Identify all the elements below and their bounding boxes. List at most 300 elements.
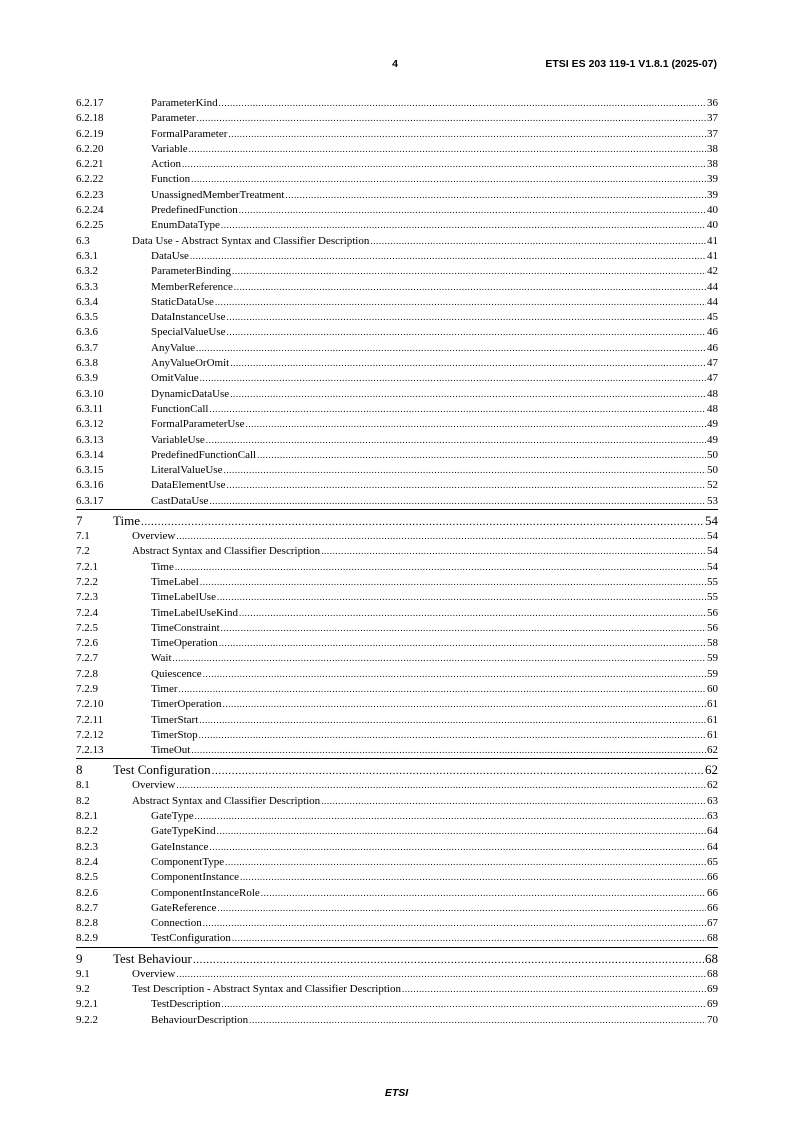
toc-entry-number: 8.1 [76, 779, 90, 792]
toc-entry-title[interactable]: Overview [132, 967, 176, 980]
toc-entry-page: 60 [707, 682, 718, 695]
toc-entry[interactable] [76, 544, 718, 559]
toc-entry-page: 62 [705, 762, 718, 778]
toc-entry[interactable] [76, 96, 718, 111]
toc-entry[interactable] [76, 951, 718, 967]
toc-entry-page: 46 [707, 341, 718, 354]
toc-entry-number: 7.2.12 [76, 728, 104, 741]
toc-dot-leader [227, 478, 706, 493]
toc-entry-title[interactable]: ParameterBinding [151, 265, 232, 278]
toc-entry[interactable] [76, 494, 718, 510]
toc-entry[interactable] [76, 310, 718, 325]
toc-entry-number: 6.2.22 [76, 173, 104, 186]
toc-entry-title[interactable]: FormalParameterUse [151, 418, 245, 431]
toc-entry[interactable] [76, 417, 718, 432]
toc-dot-leader [182, 157, 706, 172]
toc-dot-leader [189, 142, 706, 157]
toc-entry[interactable] [76, 651, 718, 666]
toc-entry[interactable] [76, 997, 718, 1012]
toc-entry[interactable] [76, 606, 718, 621]
toc-dot-leader [232, 931, 706, 946]
toc-entry-page: 44 [707, 295, 718, 308]
toc-entry-number: 6.2.19 [76, 127, 104, 140]
toc-entry-page: 52 [707, 479, 718, 492]
toc-entry[interactable] [76, 682, 718, 697]
toc-entry[interactable] [76, 249, 718, 264]
toc-entry-number: 7 [76, 513, 83, 529]
toc-dot-leader [217, 901, 706, 916]
toc-dot-leader [230, 387, 706, 402]
toc-entry[interactable] [76, 967, 718, 982]
toc-entry[interactable] [76, 743, 718, 759]
toc-entry[interactable] [76, 667, 718, 682]
toc-dot-leader [176, 967, 706, 982]
toc-entry[interactable] [76, 1013, 718, 1028]
toc-entry[interactable] [76, 188, 718, 203]
toc-entry-page: 63 [707, 810, 718, 823]
toc-dot-leader [193, 951, 704, 968]
toc-dot-leader [370, 234, 706, 249]
toc-entry-page: 54 [707, 530, 718, 543]
toc-entry[interactable] [76, 356, 718, 371]
toc-entry[interactable] [76, 762, 718, 778]
toc-entry[interactable] [76, 371, 718, 386]
toc-entry-page: 39 [707, 173, 718, 186]
toc-entry-number: 7.2.1 [76, 560, 98, 573]
toc-entry-number: 6.3.13 [76, 433, 104, 446]
toc-entry-page: 68 [705, 950, 718, 966]
toc-entry-page: 56 [707, 621, 718, 634]
toc-entry-title[interactable]: FunctionCall [151, 402, 209, 415]
toc-entry-title[interactable]: StaticDataUse [151, 295, 214, 308]
toc-entry[interactable] [76, 778, 718, 793]
toc-entry-number: 6.3.5 [76, 311, 98, 324]
toc-entry-title[interactable]: GateTypeKind [151, 825, 216, 838]
toc-entry[interactable] [76, 157, 718, 172]
toc-entry-page: 49 [707, 418, 718, 431]
toc-entry-number: 7.2 [76, 545, 90, 558]
toc-entry-title[interactable]: UnassignedMemberTreatment [151, 188, 285, 201]
toc-dot-leader [200, 575, 706, 590]
toc-entry-title[interactable]: DataInstanceUse [151, 311, 226, 324]
toc-entry-page: 42 [707, 265, 718, 278]
toc-entry-title[interactable]: MemberReference [151, 280, 233, 293]
toc-entry-title[interactable]: TimeOut [151, 744, 191, 757]
toc-entry-title[interactable]: GateType [151, 810, 194, 823]
toc-entry[interactable] [76, 325, 718, 340]
toc-entry-page: 54 [707, 560, 718, 573]
toc-entry-page: 38 [707, 142, 718, 155]
toc-entry-title[interactable]: Variable [151, 142, 188, 155]
toc-entry[interactable] [76, 794, 718, 809]
toc-entry-title[interactable]: Abstract Syntax and Classifier Description [132, 794, 321, 807]
toc-dot-leader [221, 218, 706, 233]
toc-entry-title[interactable]: Abstract Syntax and Classifier Description [132, 545, 321, 558]
toc-dot-leader [249, 1013, 706, 1028]
toc-dot-leader [212, 762, 704, 779]
toc-dot-leader [196, 341, 706, 356]
toc-entry-title[interactable]: TestDescription [151, 998, 221, 1011]
toc-entry-title[interactable]: Overview [132, 779, 176, 792]
toc-entry-number: 9.2.2 [76, 1013, 98, 1026]
toc-dot-leader [176, 778, 706, 793]
toc-dot-leader [222, 997, 707, 1012]
toc-entry-number: 7.2.8 [76, 667, 98, 680]
toc-entry-title[interactable]: TimerStop [151, 728, 198, 741]
toc-entry-page: 64 [707, 825, 718, 838]
toc-entry-title[interactable]: AnyValueOrOmit [151, 357, 230, 370]
toc-entry-title[interactable]: ComponentInstance [151, 871, 239, 884]
toc-entry-page: 63 [707, 794, 718, 807]
toc-entry-page: 48 [707, 402, 718, 415]
toc-entry-title[interactable]: DataElementUse [151, 479, 226, 492]
toc-entry-title[interactable]: DynamicDataUse [151, 387, 230, 400]
toc-entry-title[interactable]: PredefinedFunctionCall [151, 448, 257, 461]
toc-entry[interactable] [76, 931, 718, 947]
toc-entry-title[interactable]: CastDataUse [151, 494, 209, 507]
toc-dot-leader [195, 809, 706, 824]
toc-dot-leader [199, 728, 706, 743]
toc-dot-leader [257, 448, 706, 463]
toc-entry-number: 7.2.9 [76, 682, 98, 695]
toc-entry-title[interactable]: BehaviourDescription [151, 1013, 249, 1026]
toc-entry-number: 6.3.7 [76, 341, 98, 354]
toc-entry-number: 9.2 [76, 983, 90, 996]
toc-entry-title[interactable]: ParameterKind [151, 97, 218, 109]
toc-dot-leader [141, 513, 704, 530]
toc-entry-title[interactable]: Test Configuration [113, 762, 211, 778]
toc-entry[interactable] [76, 127, 718, 142]
toc-entry[interactable] [76, 172, 718, 187]
toc-entry-number: 6.3.10 [76, 387, 104, 400]
toc-entry-title[interactable]: Quiescence [151, 667, 202, 680]
toc-entry-page: 50 [707, 464, 718, 477]
toc-dot-leader [230, 356, 706, 371]
toc-entry[interactable] [76, 575, 718, 590]
toc-entry-title[interactable]: EnumDataType [151, 219, 220, 232]
toc-dot-leader [200, 371, 706, 386]
toc-entry-page: 69 [707, 983, 718, 996]
toc-entry-page: 49 [707, 433, 718, 446]
toc-entry-number: 8.2.9 [76, 932, 98, 945]
toc-entry-number: 8.2.1 [76, 810, 98, 823]
toc-entry[interactable] [76, 982, 718, 997]
toc-entry-number: 6.3.15 [76, 464, 104, 477]
toc-entry-page: 41 [707, 234, 718, 247]
toc-entry-number: 8.2.4 [76, 855, 98, 868]
toc-entry-number: 6.3.3 [76, 280, 98, 293]
toc-entry[interactable] [76, 513, 718, 529]
toc-entry[interactable] [76, 402, 718, 417]
toc-entry-page: 59 [707, 667, 718, 680]
toc-entry[interactable] [76, 341, 718, 356]
toc-entry-page: 70 [707, 1013, 718, 1026]
toc-entry[interactable] [76, 463, 718, 478]
toc-dot-leader [217, 590, 706, 605]
toc-entry-number: 7.2.5 [76, 621, 98, 634]
toc-entry-page: 36 [707, 97, 718, 109]
toc-entry-page: 40 [707, 219, 718, 232]
toc-entry-number: 8.2.7 [76, 901, 98, 914]
toc-entry-page: 40 [707, 204, 718, 217]
toc-dot-leader [219, 636, 706, 651]
toc-entry-page: 61 [707, 698, 718, 711]
toc-entry-page: 61 [707, 713, 718, 726]
toc-entry-title[interactable]: TimerOperation [151, 698, 222, 711]
toc-dot-leader [191, 172, 706, 187]
toc-entry-number: 7.1 [76, 530, 90, 543]
toc-entry-title[interactable]: TimeConstraint [151, 621, 220, 634]
toc-dot-leader [227, 325, 706, 340]
toc-entry-page: 68 [707, 932, 718, 945]
toc-entry[interactable] [76, 697, 718, 712]
toc-dot-leader [209, 494, 706, 509]
footer-etsi-brand: ETSI [384, 1087, 409, 1099]
toc-entry[interactable] [76, 529, 718, 544]
toc-entry-title[interactable]: Test Behaviour [113, 950, 192, 966]
toc-entry-page: 66 [707, 886, 718, 899]
toc-entry[interactable] [76, 916, 718, 931]
toc-dot-leader [209, 840, 706, 855]
toc-entry-title[interactable]: Connection [151, 917, 202, 930]
toc-entry[interactable] [76, 264, 718, 279]
toc-entry-title[interactable]: SpecialValueUse [151, 326, 226, 339]
toc-entry[interactable] [76, 280, 718, 295]
toc-entry-page: 50 [707, 448, 718, 461]
toc-entry-title[interactable]: AnyValue [151, 341, 195, 354]
toc-entry-page: 68 [707, 967, 718, 980]
toc-entry[interactable] [76, 203, 718, 218]
toc-dot-leader [199, 713, 706, 728]
toc-dot-leader [175, 560, 706, 575]
toc-entry-title[interactable]: ComponentInstanceRole [151, 886, 260, 899]
toc-dot-leader [215, 295, 706, 310]
toc-entry-number: 7.2.4 [76, 606, 98, 619]
toc-entry-number: 6.2.18 [76, 112, 104, 125]
toc-dot-leader [191, 743, 706, 758]
toc-entry-page: 39 [707, 188, 718, 201]
toc-dot-leader [209, 402, 706, 417]
toc-entry-number: 7.2.6 [76, 637, 98, 650]
toc-entry[interactable] [76, 218, 718, 233]
toc-entry-title[interactable]: ComponentType [151, 855, 225, 868]
toc-entry-page: 64 [707, 840, 718, 853]
toc-entry-title[interactable]: FormalParameter [151, 127, 228, 140]
toc-entry-title[interactable]: TimeOperation [151, 637, 218, 650]
toc-entry-title[interactable]: Action [151, 158, 181, 171]
toc-entry-title[interactable]: DataUse [151, 249, 189, 262]
toc-entry-title[interactable]: VariableUse [151, 433, 205, 446]
toc-entry-page: 54 [705, 513, 718, 529]
toc-entry-number: 6.3.11 [76, 402, 104, 415]
toc-entry[interactable] [76, 621, 718, 636]
toc-entry-page: 48 [707, 387, 718, 400]
toc-dot-leader [402, 982, 706, 997]
toc-entry-title[interactable]: TimerStart [151, 713, 199, 726]
toc-entry-number: 6.3 [76, 234, 90, 247]
toc-entry-number: 6.3.8 [76, 357, 98, 370]
toc-entry-page: 37 [707, 112, 718, 125]
toc-entry-page: 66 [707, 901, 718, 914]
toc-entry-number: 6.2.21 [76, 158, 104, 171]
toc-entry[interactable] [76, 448, 718, 463]
toc-entry-number: 6.3.9 [76, 372, 98, 385]
toc-entry-title[interactable]: Wait [151, 652, 172, 665]
toc-entry[interactable] [76, 636, 718, 651]
toc-entry-number: 6.3.1 [76, 249, 98, 262]
toc-entry-title[interactable]: OmitValue [151, 372, 199, 385]
toc-dot-leader [222, 697, 706, 712]
toc-dot-leader [240, 870, 706, 885]
toc-entry-page: 67 [707, 917, 718, 930]
toc-dot-leader [228, 127, 706, 142]
toc-dot-leader [239, 606, 706, 621]
toc-entry-page: 38 [707, 158, 718, 171]
toc-entry-page: 66 [707, 871, 718, 884]
toc-entry-title[interactable]: Overview [132, 530, 176, 543]
toc-entry-number: 6.2.17 [76, 97, 104, 109]
toc-entry-page: 65 [707, 855, 718, 868]
toc-entry-number: 6.2.20 [76, 142, 104, 155]
toc-entry-page: 37 [707, 127, 718, 140]
toc-entry[interactable] [76, 478, 718, 493]
toc-dot-leader [173, 651, 707, 666]
toc-dot-leader [176, 529, 706, 544]
toc-dot-leader [190, 249, 706, 264]
toc-dot-leader [221, 621, 706, 636]
toc-entry-title[interactable]: Parameter [151, 112, 196, 125]
toc-entry-title[interactable]: PredefinedFunction [151, 204, 238, 217]
toc-entry-page: 55 [707, 591, 718, 604]
toc-entry[interactable] [76, 387, 718, 402]
toc-dot-leader [234, 280, 706, 295]
toc-entry-number: 8.2.5 [76, 871, 98, 884]
toc-entry-title[interactable]: GateReference [151, 901, 217, 914]
toc-entry-page: 54 [707, 545, 718, 558]
toc-dot-leader [203, 667, 706, 682]
toc-entry[interactable] [76, 840, 718, 855]
toc-entry-number: 6.2.25 [76, 219, 104, 232]
toc-entry-number: 7.2.2 [76, 575, 98, 588]
toc-dot-leader [285, 188, 706, 203]
toc-entry[interactable] [76, 809, 718, 824]
toc-dot-leader [321, 544, 706, 559]
toc-entry-number: 7.2.7 [76, 652, 98, 665]
toc-entry-title[interactable]: TimeLabelUseKind [151, 606, 238, 619]
toc-entry[interactable] [76, 824, 718, 839]
toc-dot-leader [225, 855, 706, 870]
toc-entry-page: 53 [707, 494, 718, 507]
toc-entry-title[interactable]: Test Description - Abstract Syntax and Classifier Description [132, 983, 401, 996]
toc-entry-page: 59 [707, 652, 718, 665]
toc-entry-number: 6.3.17 [76, 494, 104, 507]
toc-entry-page: 55 [707, 575, 718, 588]
toc-entry-number: 6.3.4 [76, 295, 98, 308]
toc-entry-page: 45 [707, 311, 718, 324]
toc-entry-page: 41 [707, 249, 718, 262]
toc-entry[interactable] [76, 142, 718, 157]
toc-entry-page: 62 [707, 744, 718, 757]
toc-entry-number: 8.2.6 [76, 886, 98, 899]
toc-entry-title[interactable]: LiteralValueUse [151, 464, 223, 477]
toc-entry-page: 46 [707, 326, 718, 339]
toc-dot-leader [203, 916, 706, 931]
toc-entry-title[interactable]: TimeLabelUse [151, 591, 216, 604]
toc-entry[interactable] [76, 855, 718, 870]
toc-entry-page: 47 [707, 372, 718, 385]
toc-entry-page: 62 [707, 779, 718, 792]
toc-entry-number: 9.1 [76, 967, 90, 980]
toc-entry-number: 6.3.2 [76, 265, 98, 278]
toc-entry-number: 7.2.11 [76, 713, 104, 726]
toc-entry-number: 6.3.16 [76, 479, 104, 492]
toc-entry-title[interactable]: TestConfiguration [151, 932, 231, 945]
toc-dot-leader [179, 682, 707, 697]
toc-entry-title[interactable]: Time [151, 560, 174, 573]
toc-entry-number: 8.2.8 [76, 917, 98, 930]
toc-entry-title[interactable]: Timer [151, 682, 178, 695]
toc-entry-page: 58 [707, 637, 718, 650]
toc-entry-number: 9 [76, 950, 83, 966]
toc-dot-leader [232, 264, 706, 279]
toc-entry-number: 8.2.2 [76, 825, 98, 838]
toc-entry-title[interactable]: TimeLabel [151, 575, 199, 588]
toc-entry[interactable] [76, 713, 718, 728]
toc-entry-page: 56 [707, 606, 718, 619]
page-number: 4 [392, 58, 398, 70]
toc-dot-leader [223, 463, 706, 478]
toc-entry-title[interactable]: GateInstance [151, 840, 209, 853]
toc-entry-number: 6.2.23 [76, 188, 104, 201]
toc-entry-number: 9.2.1 [76, 998, 98, 1011]
toc-entry-page: 61 [707, 728, 718, 741]
toc-entry[interactable] [76, 560, 718, 575]
toc-entry[interactable] [76, 870, 718, 885]
toc-entry-page: 69 [707, 998, 718, 1011]
toc-entry-title[interactable]: Function [151, 173, 191, 186]
toc-entry-title[interactable]: Time [113, 513, 140, 529]
toc-dot-leader [261, 886, 706, 901]
toc-dot-leader [206, 433, 706, 448]
toc-dot-leader [217, 824, 706, 839]
toc-entry-page: 44 [707, 280, 718, 293]
toc-entry-number: 6.3.14 [76, 448, 104, 461]
toc-dot-leader [197, 111, 706, 126]
toc-entry-title[interactable]: Data Use - Abstract Syntax and Classifier Description [132, 234, 370, 247]
toc-entry-number: 7.2.3 [76, 591, 98, 604]
toc-entry[interactable] [76, 433, 718, 448]
toc-entry-number: 7.2.10 [76, 698, 104, 711]
toc-entry-number: 6.3.6 [76, 326, 98, 339]
toc-entry-number: 8.2 [76, 794, 90, 807]
toc-entry-number: 7.2.13 [76, 744, 104, 757]
toc-dot-leader [321, 794, 706, 809]
toc-entry[interactable] [76, 234, 718, 249]
document-identifier: ETSI ES 203 119-1 V1.8.1 (2025-07) [545, 58, 717, 70]
toc-entry[interactable] [76, 901, 718, 916]
toc-entry[interactable] [76, 111, 718, 126]
toc-entry[interactable] [76, 728, 718, 743]
toc-entry-number: 6.3.12 [76, 418, 104, 431]
toc-dot-leader [239, 203, 706, 218]
toc-entry[interactable] [76, 590, 718, 605]
toc-entry-number: 8.2.3 [76, 840, 98, 853]
toc-dot-leader [227, 310, 706, 325]
toc-entry-page: 47 [707, 357, 718, 370]
toc-entry[interactable] [76, 295, 718, 310]
toc-entry-number: 6.2.24 [76, 204, 104, 217]
toc-entry[interactable] [76, 886, 718, 901]
